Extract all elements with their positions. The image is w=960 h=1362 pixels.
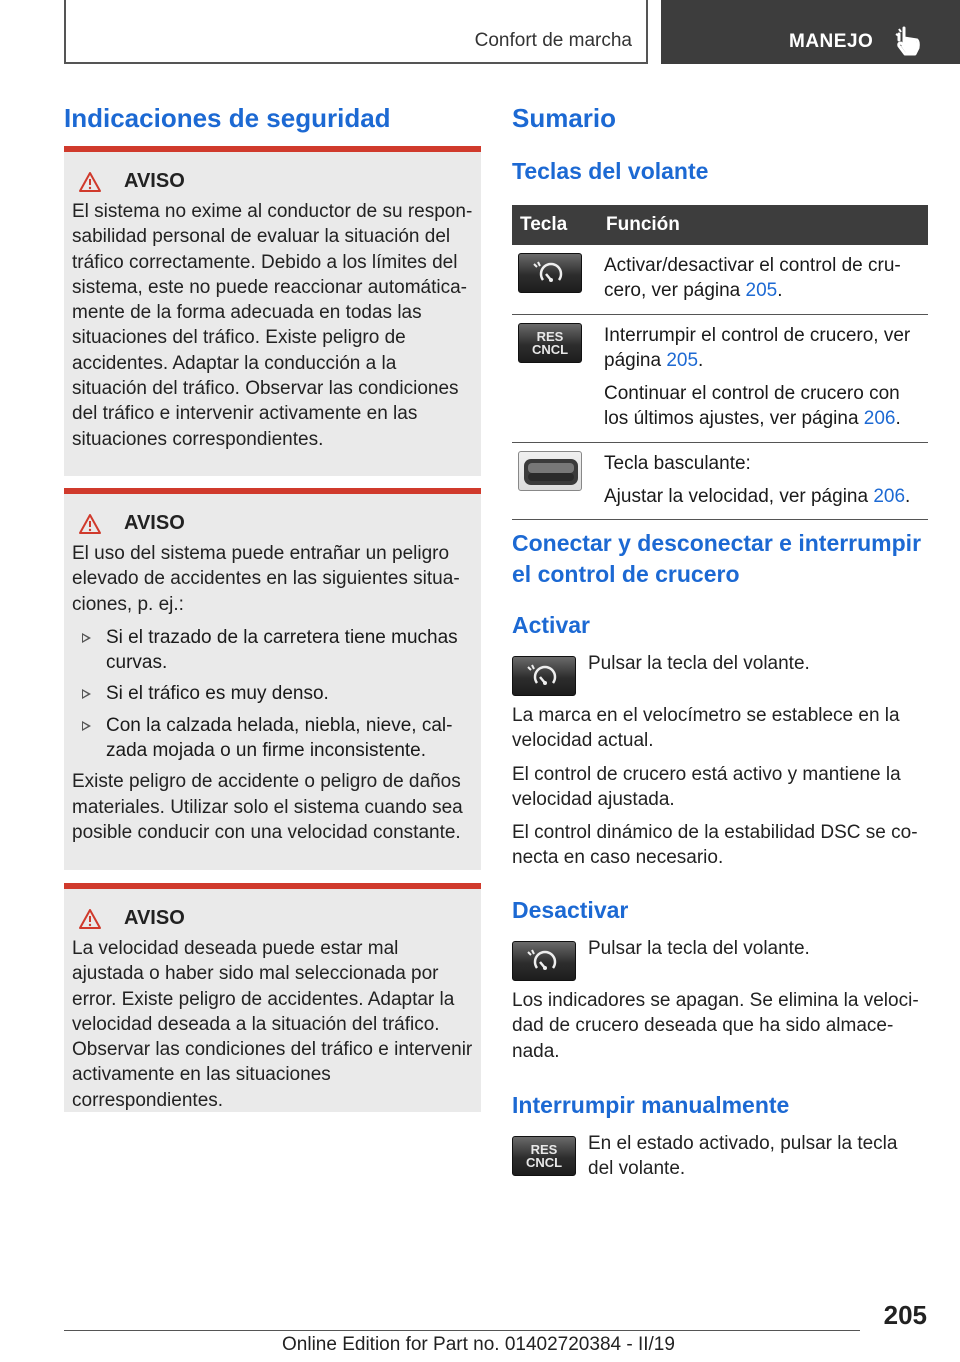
punctuation: . — [698, 349, 704, 371]
summary-title: Sumario — [512, 103, 617, 133]
header-section-tab — [64, 0, 648, 64]
warning-box-3 — [64, 883, 481, 1112]
list-item — [72, 713, 473, 764]
interrupt-block — [512, 1131, 928, 1190]
deactivate-title: Desactivar — [512, 897, 629, 923]
page-link[interactable]: 206 — [873, 486, 906, 508]
connect-section-title: Conectar y desconectar e interrumpir el control de crucero — [512, 530, 922, 587]
deactivate-p1: Los indicadores se apagan. Se elimina la velocidad de crucero deseada que ha sido almacenada. — [512, 990, 919, 1062]
activate-key-text: Pulsar la tecla del volante. — [588, 653, 810, 674]
cruise-control-key-icon — [518, 253, 582, 293]
activate-p1: La marca en el velocímetro se establece en la velocidad actual. — [512, 705, 900, 752]
warning-label: AVISO — [124, 512, 185, 534]
hand-pointer-icon — [895, 26, 921, 56]
warning-text: La velocidad deseada puede estar mal ajustada o haber sido mal seleccionada por error. Existe peligro de accidentes. Adaptar la velocidad deseada a la situación del tráfico. Observar las condiciones del tráfico e intervenir activamente en las situaciones correspondientes. — [72, 938, 473, 1111]
table-row — [512, 314, 928, 442]
activate-p2: El control de crucero está activo y mantiene la velocidad ajustada. — [512, 763, 901, 810]
warning-text: El sistema no exime al conductor de su responsabilidad personal de evaluar la situación del tráfico correctamente. Debido a los límites del sistema, este no puede reaccionar automáticamente de la forma adecuada en todas las situaciones del tráfico. Existe peligro de accidentes. Adaptar la conducción a la situación del tráfico. Observar las condiciones del tráfico e intervenir activamente en las situaciones correspondientes. — [72, 201, 473, 450]
warning-header — [78, 907, 473, 930]
table-row — [512, 442, 928, 520]
warning-box-1 — [64, 146, 481, 476]
interrupt-key-text: En el estado activado, pulsar la tecla del volante. — [588, 1133, 898, 1180]
table-row — [512, 245, 928, 314]
table-cell-function — [598, 245, 928, 314]
footer-divider — [64, 1330, 860, 1331]
page-link[interactable]: 205 — [745, 280, 778, 302]
chapter-title: MANEJO — [789, 31, 874, 52]
page-link[interactable]: 205 — [666, 349, 699, 371]
list-item — [72, 625, 473, 676]
cruise-control-key-icon — [512, 941, 576, 981]
row-text: Tecla basculante: — [604, 452, 751, 474]
warning-label: AVISO — [124, 907, 185, 929]
res-cncl-key-icon — [512, 1136, 576, 1176]
res-cncl-key-label: RES CNCL — [525, 1142, 563, 1170]
list-item-text: Si el trazado de la carretera tiene muchas curvas. — [106, 626, 458, 674]
bullet-triangle-icon — [82, 721, 91, 731]
warning-triangle-icon — [78, 171, 102, 193]
steering-keys-table — [512, 205, 928, 520]
section-title: Confort de marcha — [474, 30, 632, 51]
activate-title: Activar — [512, 612, 590, 638]
warning-header — [78, 512, 473, 535]
res-cncl-key-label: RES CNCL — [531, 328, 569, 357]
punctuation: . — [777, 280, 783, 302]
rocker-switch-icon — [518, 451, 582, 491]
punctuation: . — [895, 408, 901, 430]
row-text: Continuar el control de crucero con los últimos ajustes, ver página — [604, 383, 900, 430]
bullet-triangle-icon — [82, 633, 91, 643]
warning-list — [72, 625, 473, 763]
list-item — [72, 681, 473, 706]
warning-header — [78, 170, 473, 193]
list-item-text: Con la calzada helada, niebla, nieve, calzada mojada o un firme inconsistente. — [106, 714, 453, 762]
header-chapter-tab — [661, 0, 960, 64]
page-link[interactable]: 206 — [863, 408, 896, 430]
table-cell-function — [598, 442, 928, 520]
warning-box-2 — [64, 488, 481, 870]
page-number: 205 — [883, 1300, 927, 1330]
res-cncl-key-icon — [518, 323, 582, 363]
safety-title: Indicaciones de seguridad — [64, 103, 391, 133]
activate-p3: El control dinámico de la estabilidad DSC se conecta en caso necesario. — [512, 822, 918, 869]
row-text: Interrumpir el control de crucero, ver página — [604, 324, 911, 371]
punctuation: . — [905, 486, 911, 508]
deactivate-block — [512, 936, 928, 1072]
bullet-triangle-icon — [82, 689, 91, 699]
deactivate-key-text: Pulsar la tecla del volante. — [588, 938, 810, 959]
activate-block — [512, 651, 928, 879]
row-text: Ajustar la velocidad, ver página — [604, 486, 874, 508]
table-cell-function — [598, 314, 928, 442]
warning-triangle-icon — [78, 513, 102, 535]
column-header-function: Función — [598, 205, 928, 245]
steering-keys-subtitle: Teclas del volante — [512, 158, 709, 184]
warning-intro: El uso del sistema puede entrañar un peligro elevado de accidentes en las siguientes situaciones, p. ej.: — [72, 543, 460, 615]
cruise-control-key-icon — [512, 656, 576, 696]
footer-edition: Online Edition for Part no. 01402720384 - II/19 — [282, 1334, 675, 1355]
column-header-key: Tecla — [512, 205, 598, 245]
row-text: Activar/desactivar el control de crucero, ver página — [604, 255, 901, 302]
interrupt-title: Interrumpir manualmente — [512, 1092, 790, 1118]
list-item-text: Si el tráfico es muy denso. — [106, 683, 329, 705]
warning-triangle-icon — [78, 908, 102, 930]
warning-outro: Existe peligro de accidente o peligro de daños materiales. Utilizar solo el sistema cuando sea posible conducir con una velocidad constante. — [72, 771, 463, 843]
warning-label: AVISO — [124, 170, 185, 192]
